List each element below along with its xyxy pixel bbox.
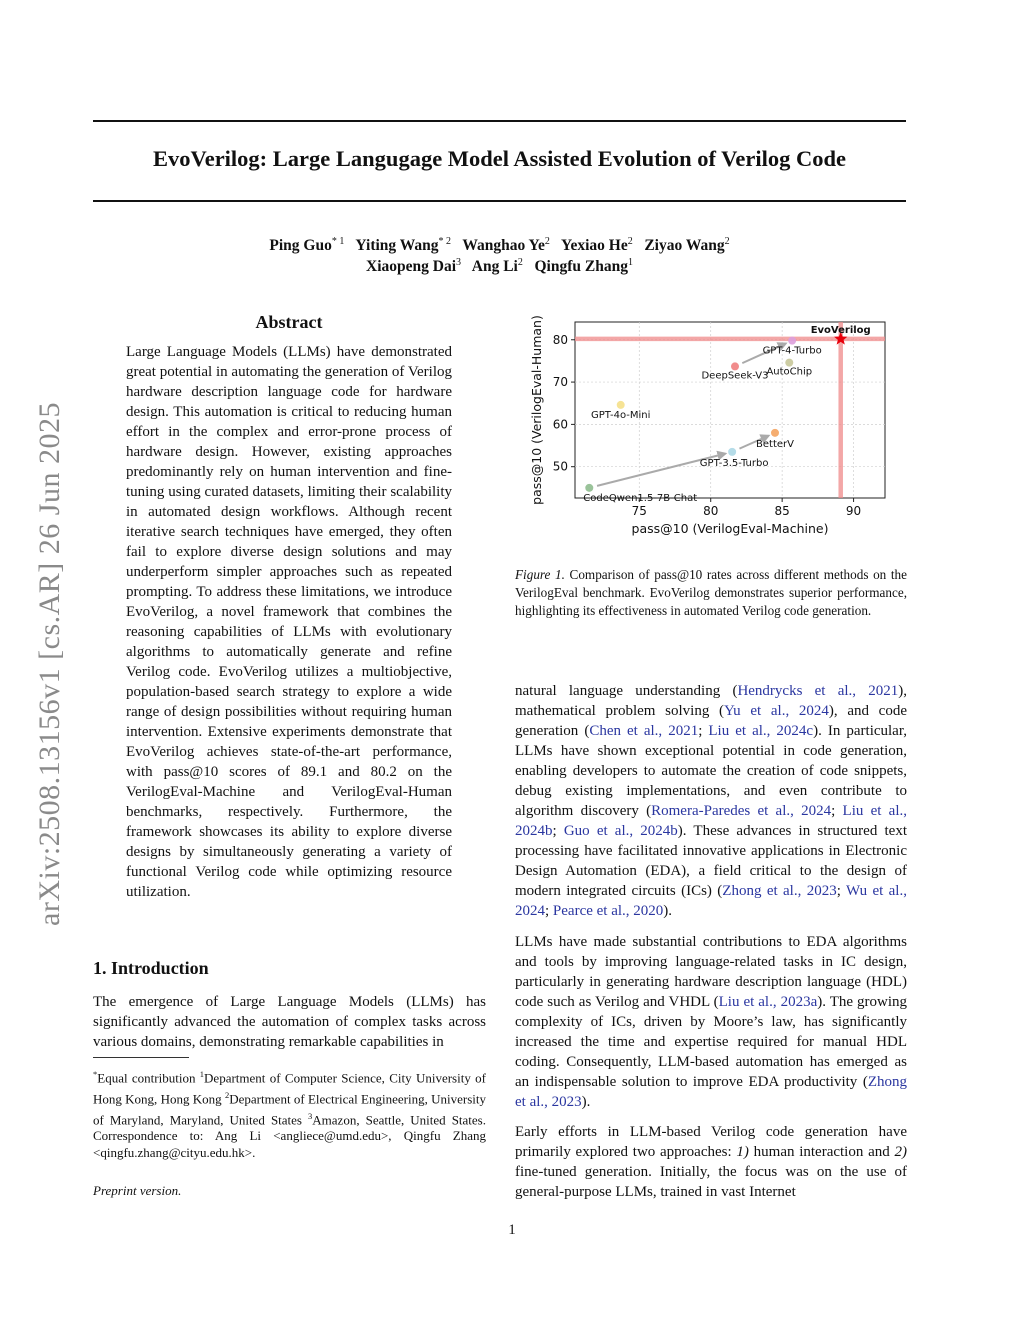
figure-caption-text: Comparison of pass@10 rates across different methods on the VerilogEval benchmark. EvoVerilog demonstrates superior performance, highlighting its effectiveness in automated Verilog code generation. [515,567,907,618]
point-label-gpt-3-5-turbo: GPT-3.5-Turbo [699,457,769,469]
author-name: Qingfu Zhang [534,258,628,276]
figure-1-scatter-chart [523,308,903,543]
footnote-rule [93,1057,189,1058]
point-codeqwen1-5-7b-chat [585,484,593,492]
citation-link[interactable]: Liu et al., 2024c [708,723,814,739]
citation-link[interactable]: Liu et al., 2023a [718,994,818,1010]
author-affiliation: 1 [627,257,633,268]
author-name: Yexiao He [560,237,628,255]
point-gpt-3-5-turbo [728,448,736,456]
author-affiliation: 3 [456,257,461,268]
footnote-marker: 2 [224,1089,230,1100]
footnote-text: Equal contribution [97,1070,200,1086]
point-autochip [785,359,793,367]
footnote-text: Department of Computer Science, City University of Hong Kong, Hong Kong [93,1070,487,1107]
body-text: ). [663,903,673,919]
citation-link[interactable]: Pearce et al., 2020 [552,903,664,919]
body-paragraph-2 [515,932,907,1112]
citation-link[interactable]: Yu et al., 2024 [724,703,829,719]
preprint-note: Preprint version. [93,1183,182,1198]
author-name: Wanghao Ye [462,237,545,255]
author-name: Ang Li [471,258,518,276]
x-axis-label: pass@10 (VerilogEval-Machine) [631,521,829,536]
body-text: natural language understanding ( [515,683,738,699]
abstract-text: Large Language Models (LLMs) have demonstrated great potential in automating the generation of Verilog hardware description language code for hardware design. This automation is critical to reducing human effort in the complex and error-prone process of hardware design. However, existing approaches predominantly rely on human intervention and fine-tuning using curated datasets, limiting their scalability in automated design workflows. Although recent iterative search techniques have emerged, they often fail to explore diverse design solutions and may underperform simpler approaches such as repeated prompting. To address these limitations, we introduce EvoVerilog, a novel framework that combines the reasoning capabilities of LLMs with evolutionary algorithms to automatically generate and refine Verilog code. EvoVerilog utilizes a multiobjective, population-based search strategy to explore a wide range of design possibilities without requiring human intervention. Extensive experiments demonstrate that EvoVerilog achieves state-of-the-art performance, with pass@10 scores of 89.1 and 80.2 on the VerilogEval-Machine and VerilogEval-Human benchmarks, respectively. Furthermore, the framework showcases its ability to explore diverse designs by simultaneously generating a variety of functional Verilog code while optimizing resource utilization. [126,344,452,900]
citation-link[interactable]: Romera-Paredes et al., 2024 [651,803,832,819]
body-text: 1) [736,1144,749,1160]
citation-link[interactable]: Liu et al., 2024b [515,803,908,839]
author-affiliation: 2 [724,236,730,247]
y-tick-label: 80 [552,332,568,347]
x-tick-label: 85 [774,504,790,518]
body-text: ; [552,823,564,839]
y-axis-label: pass@10 (VerilogEval-Human) [529,315,544,505]
page-number: 1 [508,1222,516,1238]
body-text: ). [581,1094,591,1110]
point-label-autochip: AutoChip [766,366,813,378]
body-text: ). These advances in structured text processing have facilitated innovative applications in Electronic Design Automation (EDA), a field critical to the design of modern integrated circuits (ICs) ( [515,823,907,899]
footnote-marker: * [93,1069,98,1079]
arxiv-identifier: arXiv:2508.13156v1 [cs.AR] 26 Jun 2025 [33,402,66,926]
author-affiliation: * 2 [438,236,452,247]
figure-label: Figure 1. [515,567,565,582]
body-text: ; [698,723,709,739]
point-label-gpt-4o-mini: GPT-4o-Mini [591,409,651,421]
point-betterv [771,429,779,437]
body-text: human interaction and [748,1144,895,1160]
x-tick-label: 90 [845,504,862,518]
author-name: Yiting Wang [355,237,439,255]
x-tick-label: 75 [631,504,647,518]
author-line-1 [93,236,906,255]
author-affiliation: * 1 [331,236,345,247]
figure-caption [515,566,907,620]
y-tick-label: 70 [552,375,568,390]
point-label-deepseek-v3: DeepSeek-V3 [701,370,769,382]
citation-link[interactable]: Zhong et al., 2023 [515,1074,907,1110]
footnote-text: Amazon, Seattle, United States. Correspondence to: Ang Li <angliece@umd.edu>, Qingfu Zhang <qingfu.zhang@cityu.edu.hk>. [93,1111,486,1160]
author-affiliation: 2 [627,236,633,247]
point-deepseek-v3 [731,362,739,370]
author-name: Ziyao Wang [644,237,725,255]
footnote-text: Department of Electrical Engineering, University of Maryland, Maryland, United States [93,1091,486,1127]
body-text: ; [545,903,553,919]
body-text: ; [831,803,843,819]
body-text: LLMs have made substantial contributions to EDA algorithms and tools by improving language-related tasks in IC design, particularly in generating hardware description language (HDL) code such as Verilog and VHDL ( [515,934,907,1010]
author-affiliation: 2 [544,236,550,247]
body-text: ; [836,883,847,899]
body-text: Early efforts in LLM-based Verilog code generation have primarily explored two approaches: [515,1124,907,1160]
point-label-betterv: BetterV [756,438,794,450]
title-bottom-rule [93,200,906,202]
footnote-marker: 1 [199,1069,205,1079]
point-gpt-4-turbo [788,337,796,345]
y-tick-label: 50 [552,459,568,474]
abstract-heading: Abstract [255,312,323,332]
author-name: Xiaopeng Dai [366,258,456,276]
point-label-gpt-4-turbo: GPT-4-Turbo [762,345,822,357]
section-heading-introduction: 1. Introduction [93,958,209,978]
y-tick-label: 60 [552,417,568,432]
footnote [93,1066,486,1161]
citation-link[interactable]: Zhong et al., 2023 [722,883,837,899]
body-text: ), and code generation ( [515,703,907,739]
x-tick-label: 80 [703,504,719,518]
paper-title: EvoVerilog: Large Langugage Model Assisted Evolution of Verilog Code [153,146,846,171]
point-label-evoverilog: EvoVerilog [810,324,871,336]
citation-link[interactable]: Chen et al., 2021 [589,723,699,739]
author-name: Ping Guo [269,237,332,255]
title-top-rule [93,120,906,122]
footnote-marker: 3 [308,1110,313,1121]
author-affiliation: 2 [517,257,523,268]
body-text: 2) [894,1144,907,1160]
citation-link[interactable]: Wu et al., 2024 [515,883,907,919]
body-paragraph-1 [515,681,907,921]
body-paragraph-3 [515,1122,907,1202]
point-label-codeqwen1-5-7b-chat: CodeQwen1.5-7B-Chat [583,492,698,504]
author-line-2 [93,257,906,276]
body-text: fine-tuned generation. Initially, the focus was on the use of general-purpose LLMs, trained in vast Internet [515,1164,907,1200]
point-gpt-4o-mini [617,401,625,409]
body-text: ), mathematical problem solving ( [515,683,907,719]
citation-link[interactable]: Hendrycks et al., 2021 [737,683,899,699]
citation-link[interactable]: Guo et al., 2024b [563,823,678,839]
body-text: ). In particular, LLMs have shown exceptional potential in code generation, enabling developers to automate the creation of code snippets, debug existing implementations, and even contribute to algorithm discovery ( [515,723,907,819]
introduction-text: The emergence of Large Language Models (LLMs) has significantly advanced the automation of complex tasks across various domains, demonstrating remarkable capabilities in [93,994,486,1050]
body-text: ). The growing complexity of ICs, driven by Moore’s law, has significantly increased the time and expertise required for manual HDL coding. Consequently, LLM-based automation has emerged as an indispensable solution to improve EDA productivity ( [515,994,908,1090]
